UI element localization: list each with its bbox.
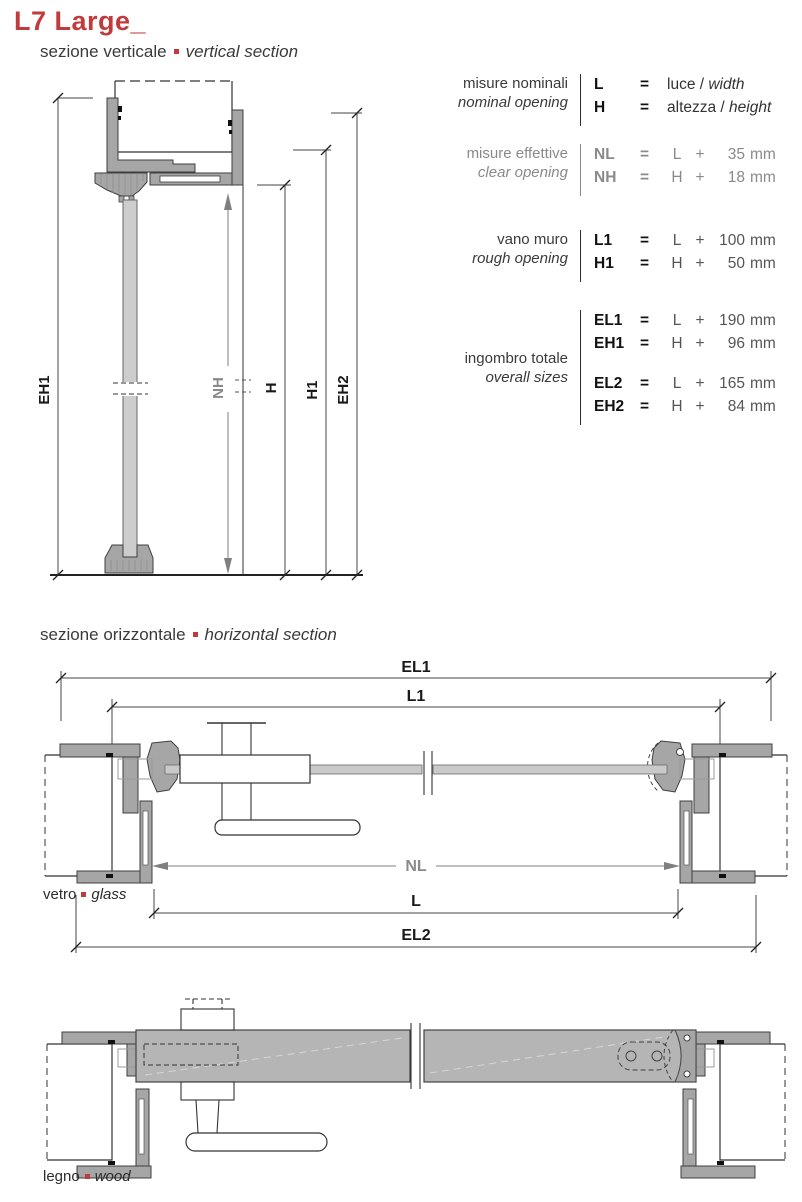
left-jamb-assembly [45,741,180,883]
spec-row [594,76,771,99]
value-english: width [708,76,745,93]
plus-sign: + [695,375,705,392]
door-handle [180,723,360,835]
horizontal-section-heading [40,625,337,645]
symbol: H [594,99,606,116]
wall-section-above [115,81,232,152]
dim-label-H1: H1 [304,380,321,400]
dimension-EH1 [53,93,93,580]
plus-sign: + [695,398,705,415]
symbol: EL2 [594,375,623,392]
heading-italian: sezione orizzontale [40,625,186,644]
door-leaf [113,200,148,557]
equals-sign: = [640,99,650,116]
spec-row [594,312,776,335]
wood-door-slab [136,1030,696,1082]
offset-unit: mm [750,375,776,392]
offset-unit: mm [750,255,776,272]
dim-label-H: H [263,382,280,394]
offset-unit: mm [750,146,776,163]
group-label-english: rough opening [472,250,568,267]
group-rows [580,144,776,196]
plus-sign: + [695,255,705,272]
horizontal-section-wood-drawing [30,985,802,1190]
value-italian: luce [667,76,696,93]
heading-italian: sezione verticale [40,42,167,61]
offset-unit: mm [750,398,776,415]
spec-group-clear-opening [440,144,802,196]
spec-row [594,335,776,358]
spec-group-overall [440,310,802,425]
vertical-section-drawing [35,70,375,600]
group-label-english: overall sizes [485,368,568,386]
spec-row [594,232,776,255]
symbol: L [594,76,604,93]
group-label-english: nominal opening [457,94,568,111]
group-rows [580,74,771,126]
formula-base: H [671,255,683,272]
value-separator: / [716,99,730,116]
heading-english: vertical section [185,42,299,61]
dim-label-NL: NL [405,858,427,875]
material-italian: legno [43,1168,80,1185]
spec-row [594,169,776,192]
offset-value: 96 [727,335,745,352]
equals-sign: = [640,169,650,186]
left-jamb-assembly [47,1032,151,1178]
spec-row [594,398,776,421]
offset-value: 165 [719,375,745,392]
dim-label-EH2: EH2 [335,375,352,405]
dimension-L1 [107,699,725,747]
material-english: wood [94,1168,131,1185]
material-english: glass [91,886,127,903]
formula-base: H [671,398,683,415]
break-symbol [411,1023,420,1089]
red-square-bullet-icon [193,632,198,637]
plus-sign: + [695,169,705,186]
equals-sign: = [640,255,650,272]
group-label-italian: misure effettive [466,145,568,162]
equals-sign: = [640,146,650,163]
formula-base: L [672,312,682,329]
spec-row [594,99,771,122]
symbol: L1 [594,232,613,249]
dim-label-EL2: EL2 [401,927,431,944]
vertical-section-heading [40,42,298,62]
group-rows [580,310,776,425]
dim-label-NH: NH [210,377,227,399]
offset-unit: mm [750,232,776,249]
equals-sign: = [640,375,650,392]
offset-value: 84 [727,398,745,415]
material-italian: vetro [43,886,77,903]
material-label-wood [43,1168,131,1185]
offset-value: 190 [719,312,745,329]
value-italian: altezza [667,99,717,116]
break-symbol [424,751,432,795]
group-label-italian: vano muro [497,231,568,248]
equals-sign: = [640,312,650,329]
spec-group-rough-opening [440,230,802,282]
spec-row [594,375,776,398]
group-label-italian: ingombro totale [464,349,568,367]
spec-group-nominal [440,74,802,126]
symbol: EH2 [594,398,625,415]
offset-value: 100 [719,232,745,249]
group-label-english: clear opening [477,164,568,181]
offset-unit: mm [750,312,776,329]
formula-base: H [671,169,683,186]
dimension-H [257,180,291,580]
symbol: H1 [594,255,614,272]
row-gap [594,358,776,375]
dimension-H1 [293,145,331,580]
equals-sign: = [640,76,650,93]
page-title: L7 Large_ [14,6,147,36]
group-label [440,74,580,126]
dim-label-EL1: EL1 [401,659,431,676]
equals-sign: = [640,232,650,249]
symbol: NH [594,169,617,186]
formula-base: H [671,335,683,352]
dim-label-EH1: EH1 [36,375,53,405]
value-english: height [729,99,772,116]
dim-label-L1: L1 [406,688,426,705]
red-square-bullet-icon [85,1174,90,1179]
opening-edge-line [235,185,251,575]
group-label [440,230,580,282]
pivot-bracket [95,173,147,202]
group-label-italian: misure nominali [462,75,568,92]
dimension-EH2 [331,108,362,580]
formula-base: L [672,232,682,249]
plus-sign: + [695,335,705,352]
plus-sign: + [695,232,705,249]
group-rows [580,230,776,282]
group-label [440,144,580,196]
spec-row [594,146,776,169]
red-square-bullet-icon [174,49,179,54]
symbol: EH1 [594,335,625,352]
formula-base: L [672,375,682,392]
dim-label-L: L [411,893,421,910]
plus-sign: + [695,312,705,329]
right-jamb-assembly [652,741,787,883]
spec-row [594,255,776,278]
heading-english: horizontal section [204,625,337,644]
equals-sign: = [640,398,650,415]
horizontal-section-glass-drawing [30,655,802,955]
red-square-bullet-icon [81,892,86,897]
offset-value: 18 [727,169,745,186]
offset-unit: mm [750,335,776,352]
formula-base: L [672,146,682,163]
plus-sign: + [695,146,705,163]
offset-unit: mm [750,169,776,186]
equals-sign: = [640,335,650,352]
symbol: NL [594,146,615,163]
material-label-glass [43,886,126,903]
offset-value: 50 [727,255,745,272]
group-label [440,349,580,387]
offset-value: 35 [727,146,745,163]
symbol: EL1 [594,312,623,329]
value-separator: / [695,76,709,93]
